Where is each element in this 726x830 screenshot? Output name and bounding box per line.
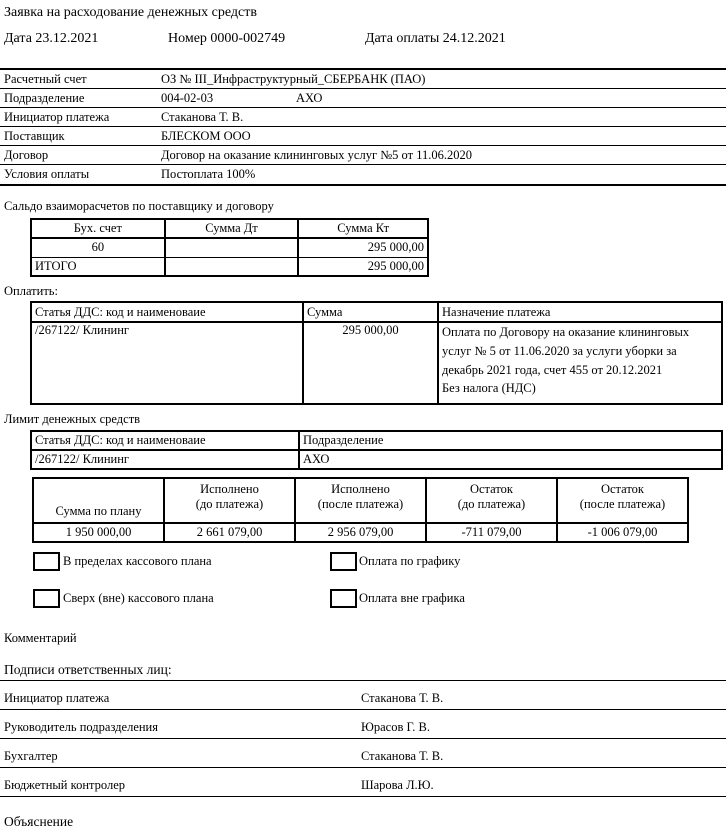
saldo-account: 60	[31, 238, 165, 257]
limit-items-row	[31, 450, 722, 469]
signature-row-budget-controller	[0, 768, 726, 797]
header-line2: (после платежа)	[579, 497, 666, 511]
signature-name: Шарова Л.Ю.	[361, 778, 434, 792]
saldo-debit	[165, 257, 299, 276]
signature-row-head	[0, 710, 726, 739]
payment-on-schedule-label: Оплата по графику	[359, 554, 461, 568]
limit-items-table	[30, 430, 723, 470]
within-cash-plan-label: В пределах кассового плана	[63, 554, 212, 568]
detail-row-contract	[0, 146, 726, 165]
saldo-row	[31, 238, 428, 257]
saldo-credit: 295 000,00	[298, 257, 428, 276]
limit-col-remainder-before	[426, 478, 557, 523]
details-table	[0, 68, 726, 186]
signature-role: Инициатор платежа	[4, 691, 110, 705]
limit-amounts-row	[33, 523, 688, 542]
doc-number-value: 0000-002749	[210, 31, 286, 46]
doc-pay-date	[365, 31, 506, 47]
plan-amount: 1 950 000,00	[33, 523, 164, 542]
limit-col-item: Статья ДДС: код и наименоваие	[31, 431, 299, 450]
saldo-debit	[165, 238, 299, 257]
pay-col-purpose: Назначение платежа	[438, 302, 722, 322]
detail-value: ОЗ № III_Инфраструктурный_СБЕРБАНК (ПАО)	[161, 71, 426, 86]
signature-name: Стаканова Т. В.	[361, 749, 444, 763]
doc-date-value: 23.12.2021	[35, 31, 99, 46]
saldo-section-title: Сальдо взаиморасчетов по поставщику и договору	[4, 199, 274, 213]
doc-date-label: Дата	[4, 31, 32, 46]
over-cash-plan-label: Сверх (вне) кассового плана	[63, 591, 214, 605]
saldo-table	[30, 218, 429, 277]
department-code: 004-02-03	[161, 90, 214, 105]
detail-row-department	[0, 89, 726, 108]
limit-department: АХО	[299, 450, 722, 469]
detail-row-payment-terms	[0, 165, 726, 184]
signature-name: Стаканова Т. В.	[361, 691, 444, 705]
detail-row-initiator	[0, 108, 726, 127]
page-title: Заявка на расходование денежных средств	[4, 5, 257, 20]
limit-col-department: Подразделение	[299, 431, 722, 450]
detail-label: Расчетный счет	[4, 71, 87, 86]
payment-on-schedule-checkbox[interactable]	[330, 552, 357, 571]
limit-amounts-header-row	[33, 478, 688, 523]
signature-row-initiator	[0, 681, 726, 710]
limit-items-header-row	[31, 431, 722, 450]
doc-date	[4, 31, 98, 47]
detail-value: Договор на оказание клининговых услуг №5 от 11.06.2020	[161, 147, 472, 162]
header-line1: Исполнено	[331, 482, 390, 496]
executed-after-amount: 2 956 079,00	[295, 523, 426, 542]
detail-value: БЛЕСКОМ ООО	[161, 128, 251, 143]
doc-pay-date-value: 24.12.2021	[442, 31, 506, 46]
within-cash-plan-checkbox[interactable]	[33, 552, 60, 571]
detail-label: Договор	[4, 147, 49, 162]
saldo-total-label: ИТОГО	[31, 257, 165, 276]
saldo-col-credit: Сумма Кт	[298, 219, 428, 238]
saldo-col-debit: Сумма Дт	[165, 219, 299, 238]
payment-off-schedule-checkbox[interactable]	[330, 589, 357, 608]
detail-value: Постоплата 100%	[161, 167, 256, 181]
limit-col-executed-after	[295, 478, 426, 523]
detail-row-supplier	[0, 127, 726, 146]
doc-pay-date-label: Дата оплаты	[365, 31, 440, 46]
payment-off-schedule-label: Оплата вне графика	[359, 591, 465, 605]
header-line1: Остаток	[600, 482, 645, 496]
over-cash-plan-checkbox[interactable]	[33, 589, 60, 608]
detail-label: Подразделение	[4, 90, 85, 105]
pay-row	[31, 322, 722, 404]
detail-value: Стаканова Т. В.	[161, 109, 244, 124]
limit-item: /267122/ Клининг	[31, 450, 299, 469]
executed-before-amount: 2 661 079,00	[164, 523, 295, 542]
detail-label: Условия оплаты	[4, 167, 90, 181]
detail-value	[161, 91, 726, 106]
pay-item: /267122/ Клининг	[31, 322, 303, 404]
pay-amount: 295 000,00	[303, 322, 438, 404]
pay-header-row	[31, 302, 722, 322]
doc-number	[168, 31, 285, 47]
signature-role: Руководитель подразделения	[4, 720, 158, 734]
detail-label: Поставщик	[4, 128, 65, 143]
header-line2: (до платежа)	[457, 497, 526, 511]
limit-col-plan: Сумма по плану	[33, 478, 164, 523]
signature-role: Бухгалтер	[4, 749, 58, 763]
remainder-before-amount: -711 079,00	[426, 523, 557, 542]
remainder-after-amount: -1 006 079,00	[557, 523, 688, 542]
department-name: АХО	[296, 90, 323, 105]
doc-number-label: Номер	[168, 31, 207, 46]
limit-col-executed-before	[164, 478, 295, 523]
header-line2: (до платежа)	[195, 497, 264, 511]
signatures-title: Подписи ответственных лиц:	[0, 662, 726, 681]
saldo-credit: 295 000,00	[298, 238, 428, 257]
detail-label: Инициатор платежа	[4, 109, 110, 124]
pay-purpose-text: Оплата по Договору на оказание клининговых услуг № 5 от 11.06.2020 за услуги уборки за декабрь 2021 года, счет 455 от 20.12.2021	[442, 325, 690, 377]
header-line1: Остаток	[469, 482, 514, 496]
signature-row-accountant	[0, 739, 726, 768]
limit-section-title: Лимит денежных средств	[4, 412, 141, 426]
detail-row-account	[0, 70, 726, 89]
document-meta	[0, 31, 726, 49]
saldo-col-account: Бух. счет	[31, 219, 165, 238]
checkbox-row-1	[0, 552, 726, 573]
saldo-header-row	[31, 219, 428, 238]
saldo-total-row	[31, 257, 428, 276]
pay-tax-note: Без налога (НДС)	[442, 381, 536, 396]
limit-col-remainder-after	[557, 478, 688, 523]
pay-col-item: Статья ДДС: код и наименоваие	[31, 302, 303, 322]
pay-purpose-cell	[438, 322, 722, 404]
signature-name: Юрасов Г. В.	[361, 720, 431, 734]
header-line2: (после платежа)	[317, 497, 404, 511]
signature-role: Бюджетный контролер	[4, 778, 125, 792]
comment-label: Комментарий	[4, 631, 77, 645]
limit-amounts-table	[32, 477, 689, 543]
header-line1: Исполнено	[200, 482, 259, 496]
pay-table	[30, 301, 723, 405]
checkbox-row-2	[0, 589, 726, 610]
pay-col-amount: Сумма	[303, 302, 438, 322]
pay-section-title: Оплатить:	[4, 284, 58, 298]
explanation-label: Объяснение	[4, 814, 74, 829]
